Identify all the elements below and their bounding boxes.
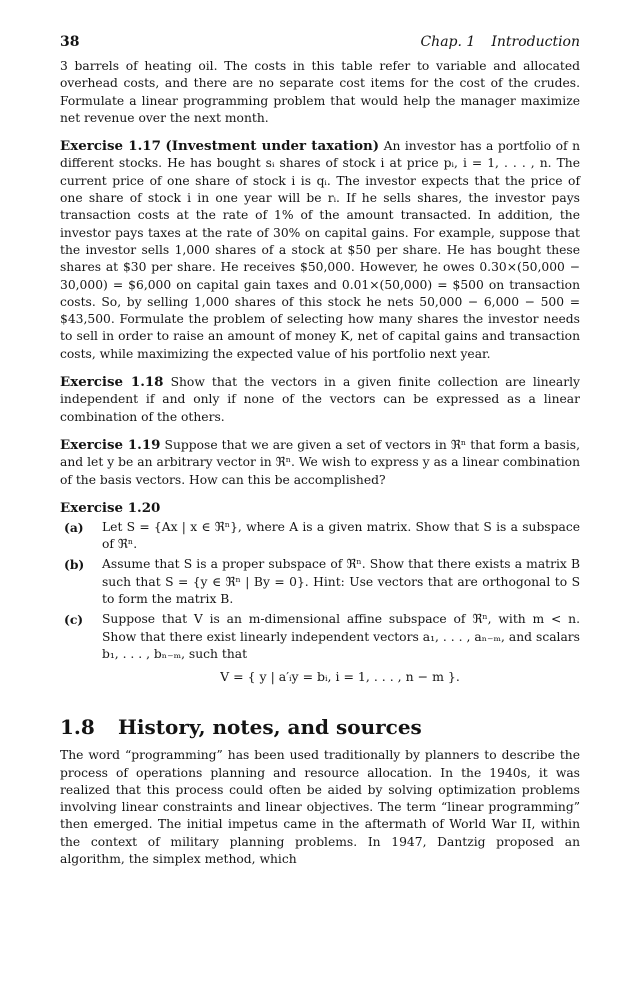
page <box>60 34 580 868</box>
exercise-label: Exercise 1.18 <box>60 374 164 391</box>
exercise-body: Suppose that we are given a set of vectors in ℜⁿ that form a basis, and let y be an arbitrary vector in ℜⁿ. We wish to express y as a linear combination of the basis vectors. How can this be accomplished? <box>60 437 580 487</box>
chapter-heading <box>420 34 580 56</box>
exercise-part-b <box>60 556 580 608</box>
display-formula: V = { y | a′ᵢy = bᵢ, i = 1, . . . , n − m }. <box>220 669 460 685</box>
exercise-1-19 <box>60 437 580 489</box>
part-label: (a) <box>64 519 84 535</box>
exercise-part-a <box>60 519 580 554</box>
part-text: Suppose that V is an m-dimensional affine subspace of ℜⁿ, with m < n. Show that there exist linearly independent vectors a₁, . . . , aₙ₋ₘ, and scalars b₁, . . . , bₙ₋ₘ, such that <box>102 612 580 661</box>
running-header <box>60 34 580 56</box>
exercise-1-20 <box>60 499 580 688</box>
exercise-parts <box>60 519 580 688</box>
part-label: (c) <box>64 612 84 628</box>
section-number: 1.8 <box>60 715 95 740</box>
exercise-1-18 <box>60 374 580 426</box>
exercise-label: Exercise 1.17 <box>60 138 161 155</box>
intro-paragraph: 3 barrels of heating oil. The costs in this table refer to variable and allocated overhead costs, and there are no separate cost items for the cost of the crudes. Formulate a linear programming problem that would help the manager maximize net revenue over the next month. <box>60 59 580 125</box>
chapter-label: Chap. 1 <box>420 34 476 50</box>
section-title: History, notes, and sources <box>118 715 422 740</box>
page-number: 38 <box>60 34 80 50</box>
exercise-subtitle: (Investment under taxation) <box>165 138 380 155</box>
exercise-label: Exercise 1.19 <box>60 436 161 453</box>
exercise-part-c <box>60 611 580 663</box>
exercise-label: Exercise 1.20 <box>60 499 161 516</box>
chapter-title: Introduction <box>491 34 580 50</box>
part-text: Let S = {Ax | x ∈ ℜⁿ}, where A is a given matrix. Show that S is a subspace of ℜⁿ. <box>102 519 580 552</box>
part-label: (b) <box>64 557 85 573</box>
part-text: Assume that S is a proper subspace of ℜⁿ. Show that there exists a matrix B such that S = {y ∈ ℜⁿ | By = 0}. Hint: Use vectors that are orthogonal to S to form the matrix B. <box>102 557 580 607</box>
exercise-1-17 <box>60 138 580 363</box>
section-heading <box>60 715 580 739</box>
section-paragraph: The word “programming” has been used traditionally by planners to describe the process of operations planning and resource allocation. In the 1940s, it was realized that this process could often be aided by solving optimization problems involving linear constraints and linear objectives. The term “linear programming” then emerged. The initial impetus came in the aftermath of World War II, within the context of military planning problems. In 1947, Dantzig proposed an algorithm, the simplex method, which <box>60 748 580 866</box>
exercise-body: An investor has a portfolio of n different stocks. He has bought sᵢ shares of stock i at price pᵢ, i = 1, . . . , n. The current price of one share of stock i is qᵢ. The investor expects that the price of one share of stock i in one year will be rᵢ. If he sells shares, the investor pays transaction costs at the rate of 1% of the amount transacted. In addition, the investor pays taxes at the rate of 30% on capital gains. For example, suppose that the investor sells 1,000 shares of a stock at $50 per share. He has bought these shares at $30 per share. He receives $50,000. However, he owes 0.30×(50,000 − 30,000) = $6,000 on capital gain taxes and 0.01×(50,000) = $500 on transaction costs. So, by selling 1,000 shares of this stock he nets 50,000 − 6,000 − 500 = $43,500. Formulate the problem of selecting how many shares the investor needs to sell in order to raise an amount of money K, net of capital gains and transaction costs, while maximizing the expected value of his portfolio next year. <box>60 139 580 361</box>
exercise-body: Show that the vectors in a given finite collection are linearly independent if and only if none of the vectors can be expressed as a linear combination of the others. <box>60 375 580 424</box>
